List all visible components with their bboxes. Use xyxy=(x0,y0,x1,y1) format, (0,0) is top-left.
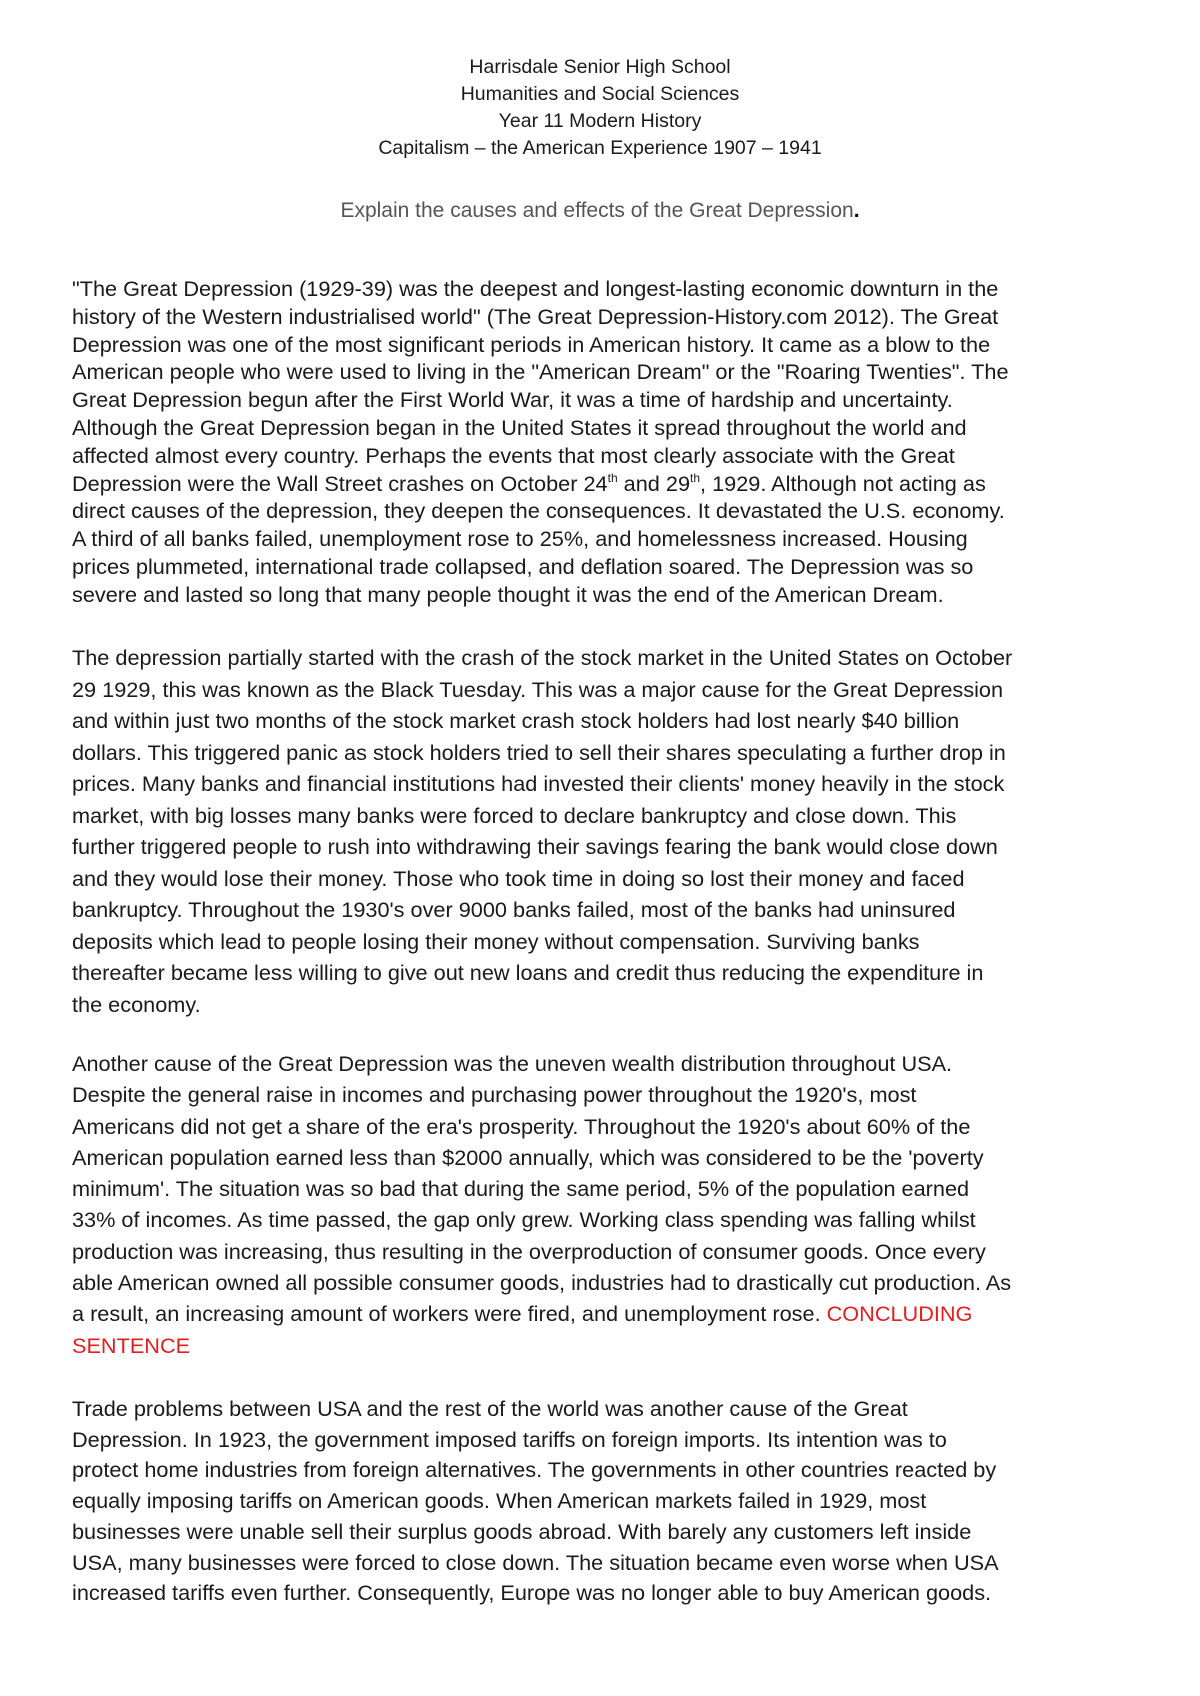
paragraph-line: the economy. xyxy=(72,991,201,1017)
paragraph-trade-problems xyxy=(72,1394,1142,1609)
school-name: Harrisdale Senior High School xyxy=(469,56,731,78)
paragraph-line: Great Depression begun after the First World War, it was a time of hardship and uncertainty. xyxy=(72,387,953,413)
essay-question-period: . xyxy=(853,199,860,222)
paragraph-line: further triggered people to rush into withdrawing their savings fearing the bank would close down xyxy=(72,834,998,859)
paragraph-line: able American owned all possible consumer goods, industries had to drastically cut production. As xyxy=(72,1270,1012,1296)
paragraph-line: affected almost every country. Perhaps the events that most clearly associate with the Great xyxy=(72,442,955,468)
paragraph-line: Americans did not get a share of the era's prosperity. Throughout the 1920's about 60% of the xyxy=(72,1113,971,1139)
concluding-sentence-note: CONCLUDING xyxy=(826,1301,973,1327)
paragraph-line: prices. Many banks and financial institutions had invested their clients' money heavily in the stock xyxy=(72,771,1005,796)
paragraph-line: prices plummeted, international trade collapsed, and deflation soared. The Depression was so xyxy=(72,553,974,579)
paragraph-line: history of the Western industrialised world" (The Great Depression-History.com 2012). The Great xyxy=(72,303,999,329)
course-name: Year 11 Modern History xyxy=(498,110,702,132)
paragraph-line: dollars. This triggered panic as stock holders tried to sell their shares speculating a further drop in xyxy=(72,739,1006,765)
unit-title: Capitalism – the American Experience 1907 – 1941 xyxy=(378,137,822,159)
paragraph-line: 33% of incomes. As time passed, the gap only grew. Working class spending was falling whilst xyxy=(72,1207,976,1233)
paragraph-line: "The Great Depression (1929-39) was the deepest and longest-lasting economic downturn in the xyxy=(72,276,999,301)
paragraph-line: Depression. In 1923, the government imposed tariffs on foreign imports. Its intention was to xyxy=(72,1426,947,1452)
paragraph-wealth-distribution xyxy=(72,1048,1142,1361)
paragraph-line: bankruptcy. Throughout the 1930's over 9000 banks failed, most of the banks had uninsured xyxy=(72,897,956,922)
paragraph-line: Depression was one of the most significant periods in American history. It came as a blow to the xyxy=(72,331,991,357)
concluding-sentence-note: SENTENCE xyxy=(72,1332,191,1358)
paragraph-line: market, with big losses many banks were forced to declare bankruptcy and close down. This xyxy=(72,802,957,828)
paragraph-line: deposits which lead to people losing their money without compensation. Surviving banks xyxy=(72,928,920,954)
line-fragment: Depression were the Wall Street crashes on October 24 xyxy=(72,470,608,496)
paragraph-line: businesses were unable sell their surplus goods abroad. With barely any customers left inside xyxy=(72,1518,972,1544)
paragraph-line-with-note xyxy=(72,1298,1142,1329)
paragraph-line: production was increasing, thus resulting in the overproduction of consumer goods. Once every xyxy=(72,1238,986,1264)
paragraph-introduction xyxy=(72,275,1142,609)
paragraph-line: and within just two months of the stock market crash stock holders had lost nearly $40 billion xyxy=(72,708,960,733)
paragraph-line: increased tariffs even further. Consequently, Europe was no longer able to buy American goods. xyxy=(72,1580,992,1606)
department-name: Humanities and Social Sciences xyxy=(460,83,740,105)
paragraph-line: 29 1929, this was known as the Black Tuesday. This was a major cause for the Great Depression xyxy=(72,676,1004,702)
essay-question-text: Explain the causes and effects of the Great Depression xyxy=(340,199,854,222)
paragraph-line: Trade problems between USA and the rest of the world was another cause of the Great xyxy=(72,1396,908,1421)
paragraph-line: and they would lose their money. Those who took time in doing so lost their money and faced xyxy=(72,865,965,891)
paragraph-line: equally imposing tariffs on American goods. When American markets failed in 1929, most xyxy=(72,1488,927,1514)
paragraph-line: USA, many businesses were forced to close down. The situation became even worse when USA xyxy=(72,1549,999,1575)
line-fragment: , 1929. Although not acting as xyxy=(700,470,986,496)
paragraph-line: A third of all banks failed, unemployment rose to 25%, and homelessness increased. Housing xyxy=(72,526,968,552)
ordinal-suffix: th xyxy=(690,470,701,485)
paragraph-line: direct causes of the depression, they deepen the consequences. It devastated the U.S. economy. xyxy=(72,498,1005,524)
paragraph-line: protect home industries from foreign alternatives. The governments in other countries reacted by xyxy=(72,1457,997,1483)
paragraph-stock-market-crash xyxy=(72,642,1142,1020)
essay-question xyxy=(0,197,1200,225)
paragraph-line: The depression partially started with the crash of the stock market in the United States on October xyxy=(72,645,1013,670)
ordinal-suffix: th xyxy=(607,470,618,485)
paragraph-line: Although the Great Depression began in the United States it spread throughout the world and xyxy=(72,414,967,440)
paragraph-line: American population earned less than $2000 annually, which was considered to be the 'poverty xyxy=(72,1144,984,1170)
paragraph-line: severe and lasted so long that many people thought it was the end of the American Dream. xyxy=(72,581,944,607)
line-fragment: and 29 xyxy=(617,470,690,496)
line-fragment: a result, an increasing amount of workers were fired, and unemployment rose. xyxy=(72,1301,827,1327)
paragraph-line: Despite the general raise in incomes and purchasing power throughout the 1920's, most xyxy=(72,1082,917,1108)
paragraph-line: minimum'. The situation was so bad that during the same period, 5% of the population earned xyxy=(72,1176,970,1202)
paragraph-line: thereafter became less willing to give out new loans and credit thus reducing the expenditure in xyxy=(72,960,984,985)
document-header xyxy=(0,54,1200,162)
paragraph-line: Another cause of the Great Depression was the uneven wealth distribution throughout USA. xyxy=(72,1051,953,1076)
paragraph-line-dates xyxy=(72,470,1142,498)
paragraph-line: American people who were used to living in the "American Dream" or the "Roaring Twenties". The xyxy=(72,359,1009,385)
